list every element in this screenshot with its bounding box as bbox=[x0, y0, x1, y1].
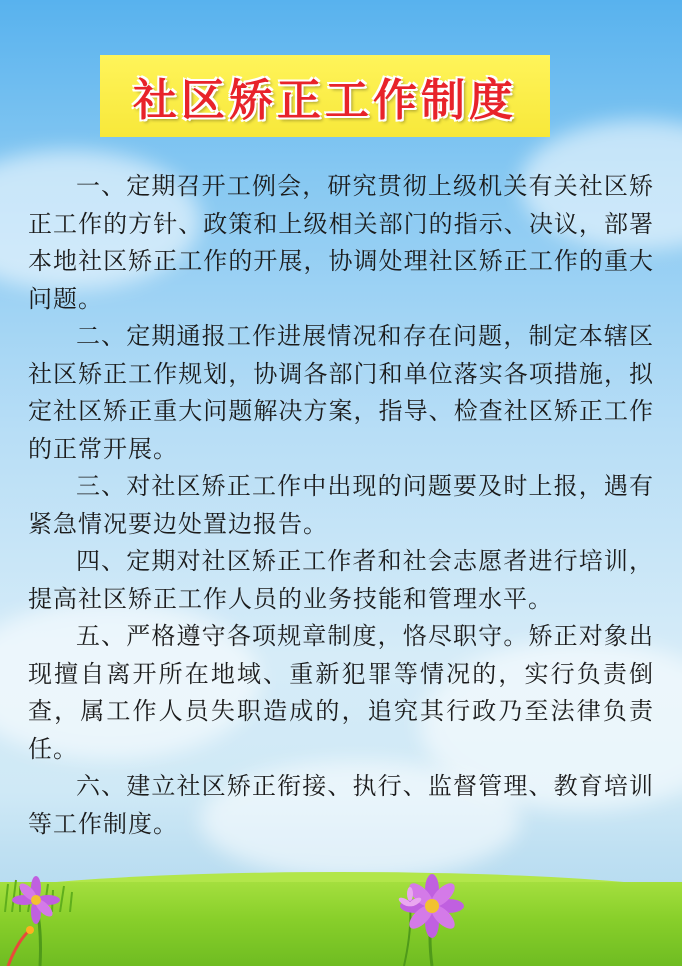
flower-right bbox=[397, 874, 464, 966]
flower-left bbox=[8, 876, 60, 966]
regulation-item-3: 三、对社区矫正工作中出现的问题要及时上报，遇有紧急情况要边处置边报告。 bbox=[28, 472, 654, 538]
regulation-item-5: 五、严格遵守各项规章制度，恪尽职守。矫正对象出现擅自离开所在地域、重新犯罪等情况的，实行负责倒查，属工作人员失职造成的，追究其行政乃至法律负责任。 bbox=[28, 622, 654, 763]
regulation-item-2: 二、定期通报工作进展情况和存在问题，制定本辖区社区矫正工作规划，协调各部门和单位落实各项措施，拟定社区矫正重大问题解决方案，指导、检查社区矫正工作的正常开展。 bbox=[28, 322, 654, 463]
regulation-item-4: 四、定期对社区矫正工作者和社会志愿者进行培训，提高社区矫正工作人员的业务技能和管理水平。 bbox=[28, 547, 654, 613]
flower-decoration bbox=[0, 860, 682, 966]
page-title: 社区矫正工作制度 bbox=[133, 75, 517, 126]
regulation-item-6: 六、建立社区矫正衔接、执行、监督管理、教育培训等工作制度。 bbox=[28, 772, 654, 838]
title-banner bbox=[100, 55, 550, 137]
regulation-body bbox=[0, 168, 682, 843]
regulation-item-1: 一、定期召开工例会，研究贯彻上级机关有关社区矫正工作的方针、政策和上级相关部门的指示、决议，部署本地社区矫正工作的开展，协调处理社区矫正工作的重大问题。 bbox=[28, 172, 654, 313]
